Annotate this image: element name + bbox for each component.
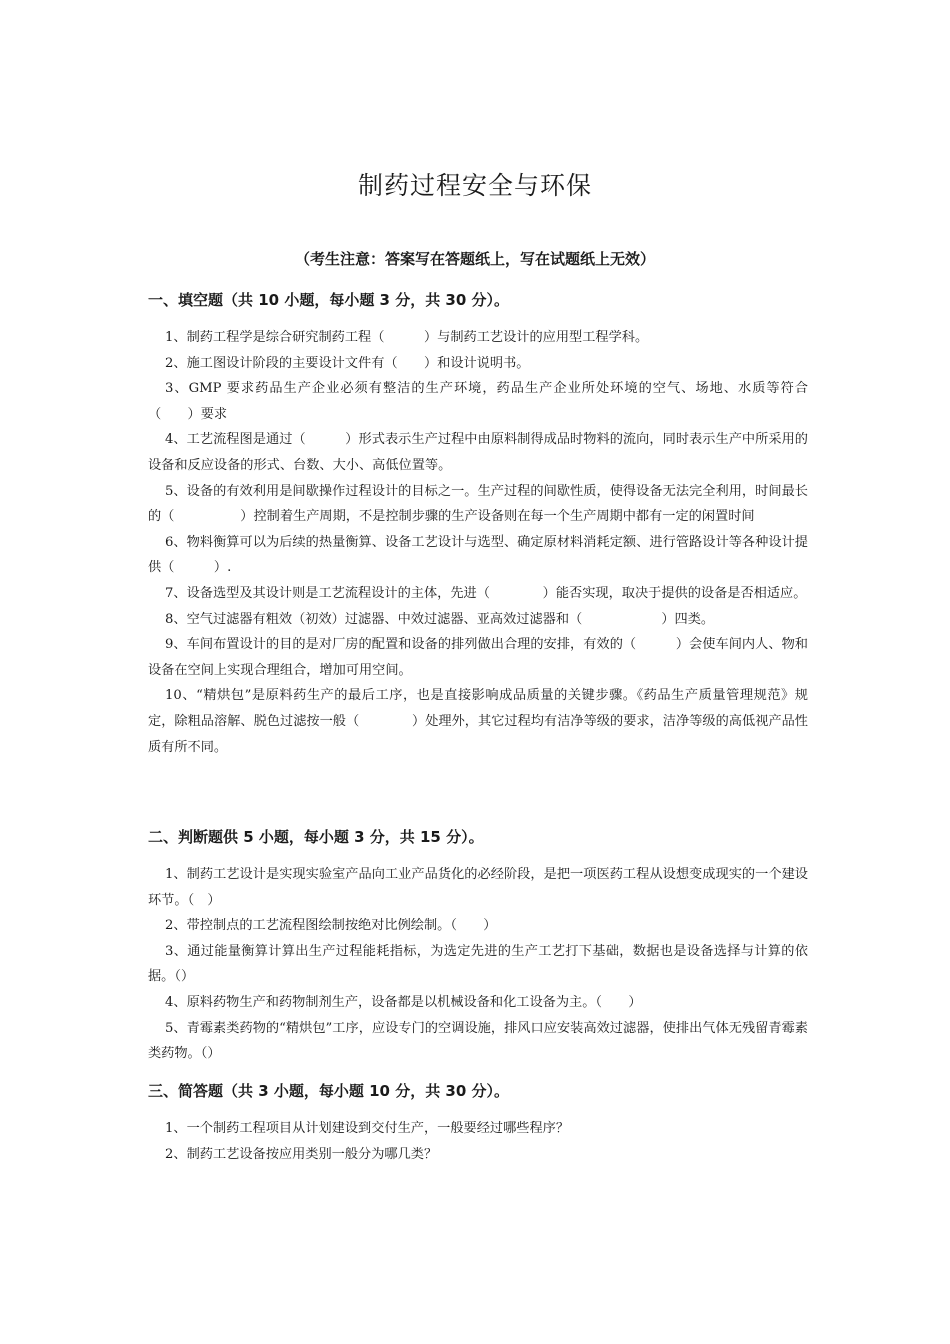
question-item: 1、制药工艺设计是实现实验室产品向工业产品货化的必经阶段，是把一项医药工程从设想变成现实的一个建设环节。（ ）: [148, 867, 808, 908]
question-item: 8、空气过滤器有粗效（初效）过滤器、中效过滤器、亚高效过滤器和（ ）四类。: [165, 611, 715, 627]
section-heading: 三、简答题（共 3 小题，每小题 10 分，共 30 分）。: [148, 1082, 510, 1100]
section-short-answer: [148, 1080, 808, 1167]
question-item: 6、物料衡算可以为后续的热量衡算、设备工艺设计与选型、确定原材料消耗定额、进行管路设计等各种设计提供（ ）.: [148, 534, 808, 576]
question-item: 4、工艺流程图是通过（ ）形式表示生产过程中由原料制得成品时物料的流向，同时表示生产中所采用的设备和反应设备的形式、台数、大小、高低位置等。: [148, 432, 808, 473]
question-item: 4、原料药物生产和药物制剂生产，设备都是以机械设备和化工设备为主。（ ）: [165, 994, 642, 1010]
question-item: 10、“精烘包”是原料药生产的最后工序，也是直接影响成品质量的关键步骤。《药品生产质量管理规范》规定，除粗品溶解、脱色过滤按一般（ ）处理外，其它过程均有洁净等级的要求，洁净等级的高低视产品性质有所不同。: [148, 688, 808, 755]
section-fill-in-blank: [148, 289, 808, 760]
page-title: 制药过程安全与环保: [357, 171, 592, 200]
question-item: 2、带控制点的工艺流程图绘制按绝对比例绘制。（ ）: [165, 918, 497, 934]
question-item: 5、设备的有效利用是间歇操作过程设计的目标之一。生产过程的间歇性质，使得设备无法完全利用，时间最长的（ ）控制着生产周期，不是控制步骤的生产设备则在每一个生产周期中都有一定的闲置时间: [148, 483, 808, 525]
question-item: 2、制药工艺设备按应用类别一般分为哪几类？: [165, 1146, 438, 1162]
question-item: 2、施工图设计阶段的主要设计文件有（ ）和设计说明书。: [165, 355, 530, 371]
exam-note: （考生注意：答案写在答题纸上，写在试题纸上无效）: [294, 250, 655, 268]
question-item: 1、制药工程学是综合研究制药工程（ ）与制药工艺设计的应用型工程学科。: [165, 330, 649, 345]
question-item: 3、GMP 要求药品生产企业必须有整洁的生产环境，药品生产企业所处环境的空气、场地、水质等符合（ ）要求: [148, 381, 808, 422]
section-true-false: [148, 826, 808, 1067]
section-heading: 一、填空题（共 10 小题，每小题 3 分，共 30 分）。: [148, 291, 510, 309]
question-item: 5、青霉素类药物的“精烘包”工序，应设专门的空调设施，排风口应安装高效过滤器，使排出气体无残留青霉素类药物。（）: [148, 1020, 808, 1062]
question-item: 9、车间布置设计的目的是对厂房的配置和设备的排列做出合理的安排，有效的（ ）会使车间内人、物和设备在空间上实现合理组合，增加可用空间。: [148, 637, 808, 678]
question-item: 3、通过能量衡算计算出生产过程能耗指标，为选定先进的生产工艺打下基础，数据也是设备选择与计算的依据。（）: [148, 943, 808, 985]
question-item: 7、设备选型及其设计则是工艺流程设计的主体，先进（ ）能否实现，取决于提供的设备是否相适应。: [165, 585, 807, 601]
section-heading: 二、判断题供 5 小题，每小题 3 分，共 15 分）。: [148, 828, 484, 846]
question-item: 1、一个制药工程项目从计划建设到交付生产，一般要经过哪些程序？: [165, 1121, 570, 1136]
